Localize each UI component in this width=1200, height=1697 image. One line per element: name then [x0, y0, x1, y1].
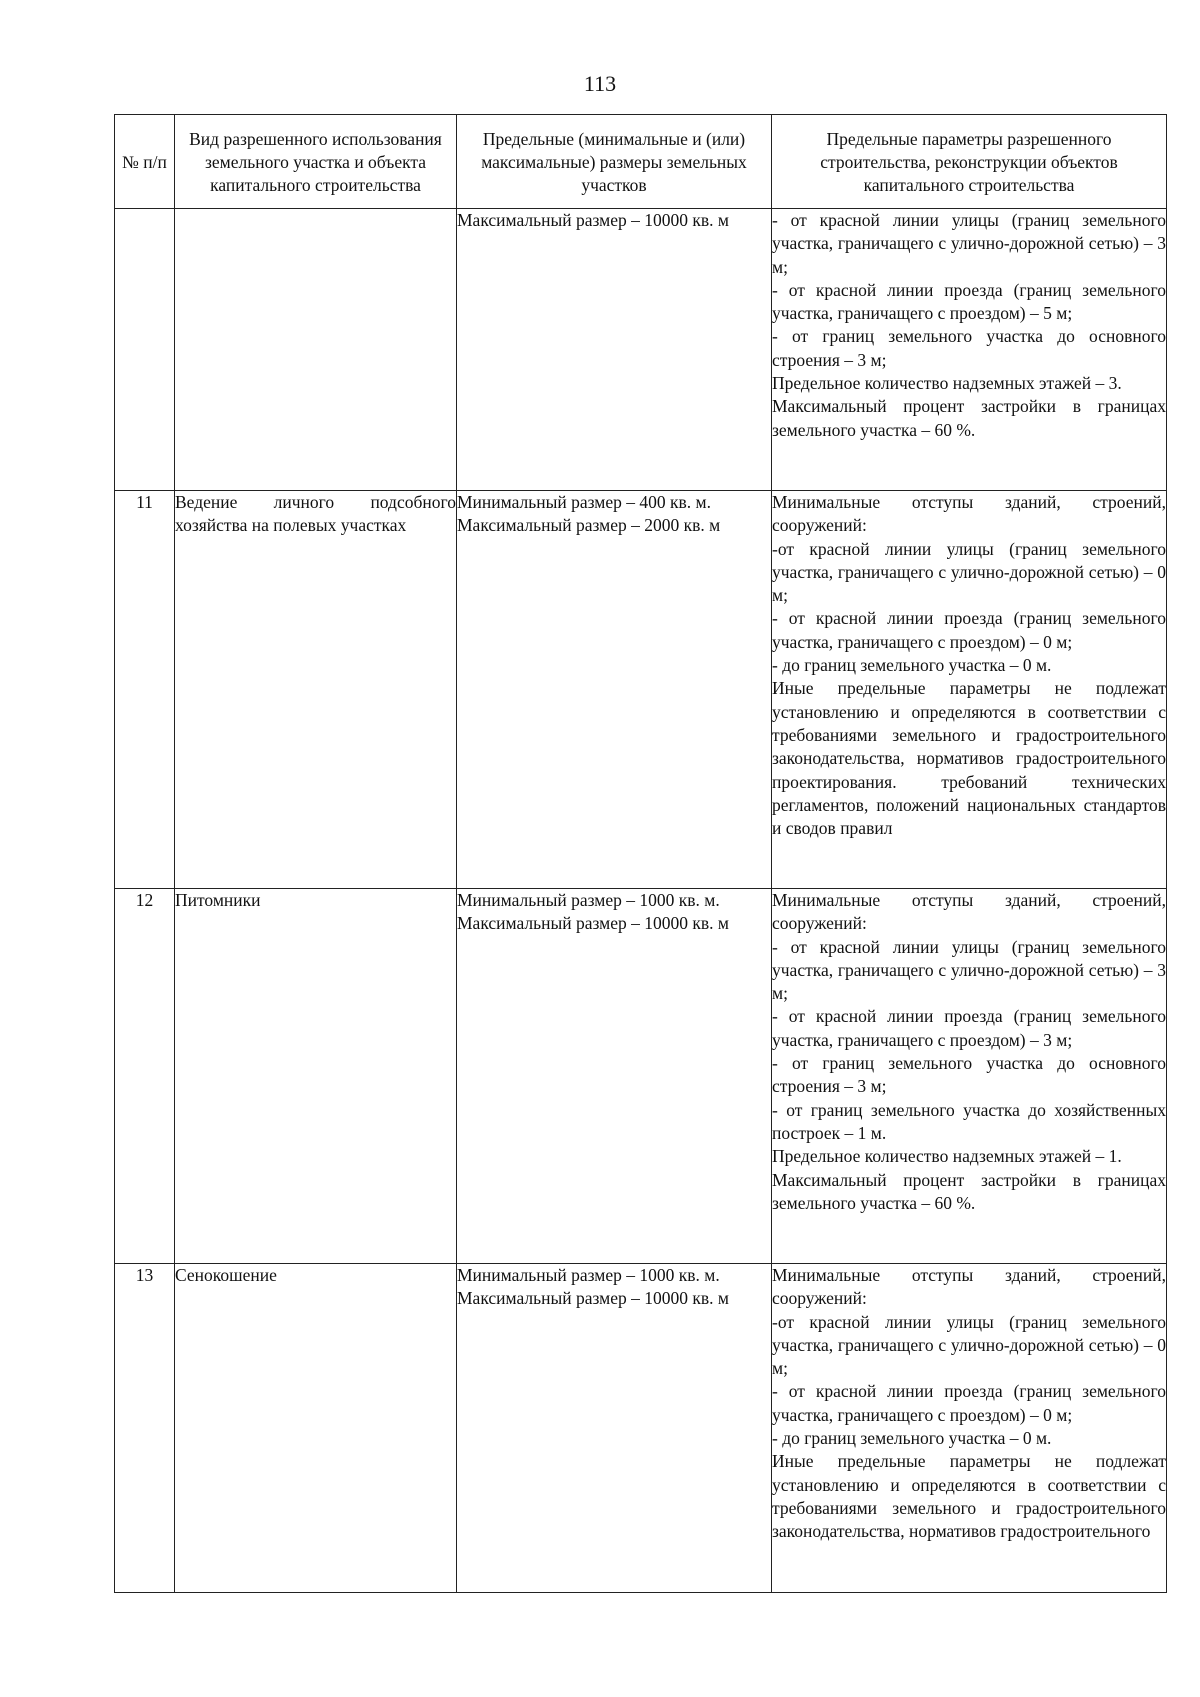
- row-plot-sizes: [457, 1264, 772, 1593]
- row-number: 12: [115, 889, 175, 1264]
- row-use-type: Ведение личного подсобного хозяйства на полевых участках: [175, 491, 457, 889]
- cell-paragraph: Предельное количество надземных этажей – 1.: [772, 1146, 1122, 1167]
- table-row: [115, 889, 1167, 1264]
- header-use-type: Вид разрешенного использования земельного участка и объекта капитального строительства: [175, 115, 457, 209]
- cell-paragraph: Иные предельные параметры не подлежат установлению и определяются в соответствии с требованиями земельного и градостроительного законодательства, нормативов градостроительного проектирования. требований технических регламентов, положений национальных стандартов и сводов правил: [772, 678, 1166, 839]
- cell-paragraph: Минимальный размер – 400 кв. м.: [457, 492, 711, 512]
- cell-paragraph: - до границ земельного участка – 0 м.: [772, 655, 1052, 676]
- cell-paragraph: - от красной линии улицы (границ земельного участка, граничащего с улично-дорожной сетью) – 3 м;: [772, 210, 1166, 277]
- row-number: 11: [115, 491, 175, 889]
- cell-paragraph: Максимальный процент застройки в границах земельного участка – 60 %.: [772, 396, 1166, 440]
- cell-paragraph: Предельное количество надземных этажей – 3.: [772, 373, 1122, 394]
- cell-paragraph: Максимальный процент застройки в границах земельного участка – 60 %.: [772, 1169, 1166, 1213]
- cell-paragraph: Иные предельные параметры не подлежат установлению и определяются в соответствии с требованиями земельного и градостроительного законодательства, нормативов градостроительного: [772, 1451, 1166, 1542]
- row-number: 13: [115, 1264, 175, 1593]
- cell-paragraph: Максимальный размер – 10000 кв. м: [457, 210, 729, 230]
- row-use-type: [175, 209, 457, 491]
- cell-paragraph: - от границ земельного участка до хозяйственных построек – 1 м.: [772, 1099, 1166, 1143]
- cell-paragraph: Максимальный размер – 2000 кв. м: [457, 515, 721, 536]
- row-plot-sizes: [457, 209, 772, 491]
- row-plot-sizes: [457, 889, 772, 1264]
- table-header-row: [115, 115, 1167, 209]
- cell-paragraph: - от красной линии проезда (границ земельного участка, граничащего с проездом) – 0 м;: [772, 1381, 1166, 1425]
- table-row: [115, 491, 1167, 889]
- row-use-type: Сенокошение: [175, 1264, 457, 1593]
- cell-paragraph: Максимальный размер – 10000 кв. м: [457, 1288, 729, 1309]
- cell-paragraph: - от границ земельного участка до основного строения – 3 м;: [772, 326, 1166, 370]
- cell-paragraph: Минимальный размер – 1000 кв. м.: [457, 890, 720, 910]
- cell-paragraph: - от красной линии улицы (границ земельного участка, граничащего с улично-дорожной сетью) – 3 м;: [772, 936, 1166, 1004]
- row-construction-params: [772, 889, 1167, 1264]
- row-use-type: Питомники: [175, 889, 457, 1264]
- row-construction-params: [772, 1264, 1167, 1593]
- header-construction-params: Предельные параметры разрешенного строительства, реконструкции объектов капитального строительства: [772, 115, 1167, 209]
- cell-paragraph: Минимальные отступы зданий, строений, сооружений:: [772, 890, 1166, 934]
- cell-paragraph: Максимальный размер – 10000 кв. м: [457, 913, 729, 934]
- page-number: 113: [583, 71, 617, 96]
- row-number: [115, 209, 175, 491]
- cell-paragraph: - до границ земельного участка – 0 м.: [772, 1428, 1052, 1449]
- table-row: [115, 209, 1167, 491]
- row-plot-sizes: [457, 491, 772, 889]
- table-row: [115, 1264, 1167, 1593]
- cell-paragraph: - от красной линии проезда (границ земельного участка, граничащего с проездом) – 5 м;: [772, 279, 1166, 324]
- cell-paragraph: - от красной линии проезда (границ земельного участка, граничащего с проездом) – 3 м;: [772, 1006, 1166, 1050]
- header-plot-sizes: Предельные (минимальные и (или) максимальные) размеры земельных участков: [457, 115, 772, 209]
- cell-paragraph: - от красной линии проезда (границ земельного участка, граничащего с проездом) – 0 м;: [772, 608, 1166, 652]
- cell-paragraph: -от красной линии улицы (границ земельного участка, граничащего с улично-дорожной сетью) – 0 м;: [772, 1311, 1166, 1379]
- land-use-table: [114, 114, 1167, 1593]
- row-construction-params: [772, 209, 1167, 491]
- cell-paragraph: Минимальный размер – 1000 кв. м.: [457, 1265, 720, 1285]
- cell-paragraph: -от красной линии улицы (границ земельного участка, граничащего с улично-дорожной сетью) – 0 м;: [772, 538, 1166, 606]
- cell-paragraph: - от границ земельного участка до основного строения – 3 м;: [772, 1053, 1166, 1097]
- cell-paragraph: Минимальные отступы зданий, строений, сооружений:: [772, 492, 1166, 536]
- cell-paragraph: Минимальные отступы зданий, строений, сооружений:: [772, 1265, 1166, 1309]
- header-number: № п/п: [115, 115, 175, 209]
- row-construction-params: [772, 491, 1167, 889]
